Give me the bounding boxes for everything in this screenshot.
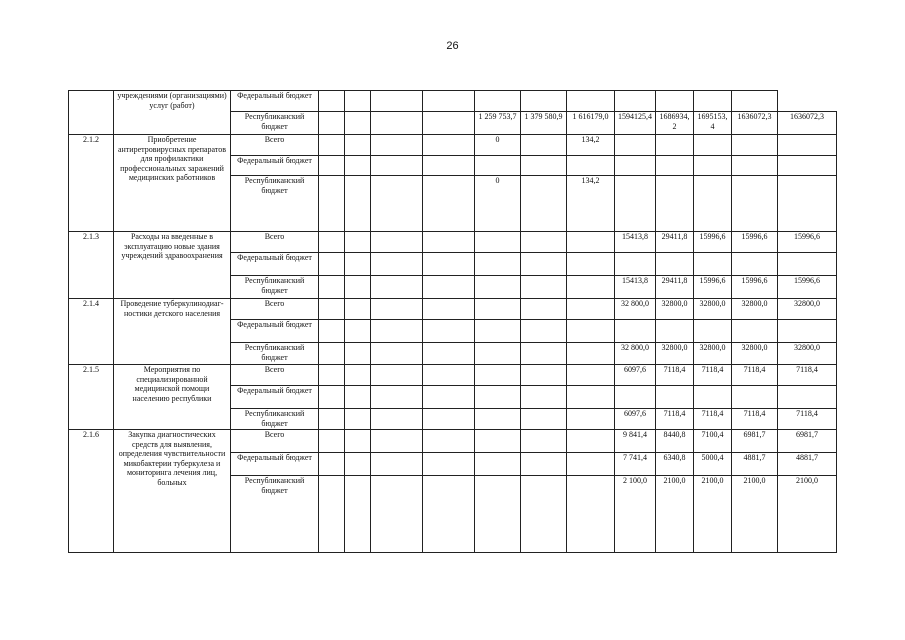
- value-cell: [345, 320, 371, 343]
- value-cell: [521, 232, 567, 253]
- table-row: [69, 430, 837, 453]
- value-cell: 15996,6: [778, 232, 837, 253]
- value-cell: 5000,4: [694, 453, 732, 476]
- value-cell: 7118,4: [656, 409, 694, 430]
- value-cell: [345, 476, 371, 553]
- value-cell: 6340,8: [656, 453, 694, 476]
- value-cell: [345, 430, 371, 453]
- value-cell: [694, 253, 732, 276]
- value-cell: [423, 320, 475, 343]
- value-cell: [694, 135, 732, 156]
- value-cell: 6981,7: [732, 430, 778, 453]
- value-cell: [345, 343, 371, 365]
- value-cell: [694, 386, 732, 409]
- value-cell: 7118,4: [732, 365, 778, 386]
- value-cell: [521, 430, 567, 453]
- value-cell: [345, 453, 371, 476]
- funding-source: Федеральный бюджет: [231, 91, 319, 112]
- row-number: 2.1.5: [69, 365, 114, 430]
- row-name: Закупка диагностических средств для выявления, определения чувствительности микобактерии туберкулеза и мониторинга лечения лиц, больных: [114, 430, 231, 553]
- value-cell: [371, 176, 423, 232]
- value-cell: [656, 91, 694, 112]
- value-cell: 32800,0: [694, 299, 732, 320]
- value-cell: 2100,0: [732, 476, 778, 553]
- value-cell: 7118,4: [694, 365, 732, 386]
- value-cell: [319, 343, 345, 365]
- value-cell: [423, 135, 475, 156]
- value-cell: [732, 386, 778, 409]
- value-cell: [732, 135, 778, 156]
- value-cell: 7100,4: [694, 430, 732, 453]
- value-cell: [475, 409, 521, 430]
- value-cell: 32800,0: [778, 299, 837, 320]
- value-cell: [521, 253, 567, 276]
- value-cell: [615, 91, 656, 112]
- value-cell: [732, 156, 778, 176]
- value-cell: 1695153,4: [694, 112, 732, 135]
- value-cell: [319, 409, 345, 430]
- value-cell: [656, 320, 694, 343]
- value-cell: [656, 156, 694, 176]
- value-cell: [371, 409, 423, 430]
- value-cell: 7 741,4: [615, 453, 656, 476]
- value-cell: 1 259 753,7: [475, 112, 521, 135]
- value-cell: 1 616179,0: [567, 112, 615, 135]
- value-cell: 1594125,4: [615, 112, 656, 135]
- budget-table: [68, 90, 837, 553]
- value-cell: [567, 343, 615, 365]
- row-number: 2.1.6: [69, 430, 114, 553]
- value-cell: [345, 176, 371, 232]
- value-cell: [732, 253, 778, 276]
- value-cell: [521, 365, 567, 386]
- value-cell: [319, 156, 345, 176]
- value-cell: [615, 156, 656, 176]
- value-cell: 29411,8: [656, 232, 694, 253]
- funding-source: Всего: [231, 430, 319, 453]
- value-cell: [319, 112, 345, 135]
- value-cell: 134,2: [567, 135, 615, 156]
- value-cell: [345, 365, 371, 386]
- value-cell: [345, 91, 371, 112]
- value-cell: [319, 176, 345, 232]
- value-cell: [732, 320, 778, 343]
- value-cell: [694, 156, 732, 176]
- value-cell: [521, 320, 567, 343]
- value-cell: [371, 253, 423, 276]
- funding-source: Федеральный бюджет: [231, 320, 319, 343]
- value-cell: [345, 156, 371, 176]
- value-cell: 9 841,4: [615, 430, 656, 453]
- value-cell: [778, 253, 837, 276]
- value-cell: 8440,8: [656, 430, 694, 453]
- value-cell: [521, 135, 567, 156]
- value-cell: [319, 365, 345, 386]
- value-cell: [521, 409, 567, 430]
- value-cell: [567, 476, 615, 553]
- value-cell: [475, 299, 521, 320]
- value-cell: [345, 386, 371, 409]
- value-cell: [371, 91, 423, 112]
- value-cell: 32800,0: [732, 343, 778, 365]
- value-cell: [567, 320, 615, 343]
- value-cell: 32 800,0: [615, 343, 656, 365]
- value-cell: [345, 112, 371, 135]
- value-cell: 2 100,0: [615, 476, 656, 553]
- value-cell: [567, 156, 615, 176]
- value-cell: 1 379 580,9: [521, 112, 567, 135]
- value-cell: 7118,4: [732, 409, 778, 430]
- value-cell: [319, 476, 345, 553]
- value-cell: [423, 299, 475, 320]
- value-cell: [656, 386, 694, 409]
- value-cell: [521, 156, 567, 176]
- value-cell: [371, 276, 423, 299]
- value-cell: [423, 386, 475, 409]
- row-name: Проведение туберкулинодиаг-ностики детского населения: [114, 299, 231, 365]
- value-cell: [475, 386, 521, 409]
- value-cell: 0: [475, 176, 521, 232]
- value-cell: [319, 232, 345, 253]
- value-cell: [371, 386, 423, 409]
- value-cell: [778, 156, 837, 176]
- value-cell: 1636072,3: [778, 112, 837, 135]
- value-cell: 4881,7: [778, 453, 837, 476]
- value-cell: [371, 365, 423, 386]
- row-number: 2.1.4: [69, 299, 114, 365]
- row-number: 2.1.3: [69, 232, 114, 299]
- value-cell: 32800,0: [694, 343, 732, 365]
- value-cell: [423, 365, 475, 386]
- table-row: [69, 91, 837, 112]
- value-cell: [319, 135, 345, 156]
- value-cell: 32800,0: [732, 299, 778, 320]
- value-cell: 15413,8: [615, 232, 656, 253]
- page-number: 26: [446, 40, 459, 52]
- value-cell: 2100,0: [778, 476, 837, 553]
- value-cell: [423, 253, 475, 276]
- value-cell: [656, 253, 694, 276]
- value-cell: [345, 276, 371, 299]
- value-cell: [521, 276, 567, 299]
- value-cell: 7118,4: [778, 409, 837, 430]
- value-cell: [475, 253, 521, 276]
- value-cell: [319, 430, 345, 453]
- value-cell: [521, 176, 567, 232]
- value-cell: [656, 176, 694, 232]
- table-row: [69, 232, 837, 253]
- value-cell: [319, 320, 345, 343]
- funding-source: Республиканский бюджет: [231, 409, 319, 430]
- value-cell: 15413,8: [615, 276, 656, 299]
- value-cell: [423, 453, 475, 476]
- value-cell: 7118,4: [778, 365, 837, 386]
- value-cell: 6097,6: [615, 409, 656, 430]
- value-cell: [319, 253, 345, 276]
- value-cell: [656, 135, 694, 156]
- value-cell: [694, 176, 732, 232]
- funding-source: Республиканский бюджет: [231, 176, 319, 232]
- value-cell: [371, 343, 423, 365]
- value-cell: [778, 386, 837, 409]
- value-cell: [345, 232, 371, 253]
- value-cell: [694, 91, 732, 112]
- value-cell: [521, 453, 567, 476]
- value-cell: [371, 320, 423, 343]
- value-cell: [371, 299, 423, 320]
- value-cell: [567, 453, 615, 476]
- value-cell: [521, 299, 567, 320]
- value-cell: [475, 430, 521, 453]
- value-cell: [319, 299, 345, 320]
- table-row: [69, 299, 837, 320]
- value-cell: [345, 253, 371, 276]
- value-cell: 32800,0: [656, 343, 694, 365]
- value-cell: 7118,4: [656, 365, 694, 386]
- value-cell: [615, 176, 656, 232]
- value-cell: [732, 91, 778, 112]
- value-cell: 15996,6: [732, 276, 778, 299]
- value-cell: 15996,6: [732, 232, 778, 253]
- funding-source: Федеральный бюджет: [231, 253, 319, 276]
- table-row: [69, 365, 837, 386]
- value-cell: [345, 409, 371, 430]
- value-cell: [319, 386, 345, 409]
- row-name: Мероприятия по специализированной медицинской помощи населению республики: [114, 365, 231, 430]
- value-cell: [371, 232, 423, 253]
- value-cell: [521, 476, 567, 553]
- value-cell: [567, 299, 615, 320]
- value-cell: [521, 343, 567, 365]
- value-cell: [778, 320, 837, 343]
- funding-source: Республиканский бюджет: [231, 276, 319, 299]
- value-cell: 2100,0: [656, 476, 694, 553]
- row-number: 2.1.2: [69, 135, 114, 232]
- funding-source: Федеральный бюджет: [231, 386, 319, 409]
- value-cell: [423, 176, 475, 232]
- value-cell: 15996,6: [694, 232, 732, 253]
- value-cell: [475, 232, 521, 253]
- value-cell: [694, 320, 732, 343]
- value-cell: [319, 91, 345, 112]
- value-cell: [371, 135, 423, 156]
- value-cell: [371, 453, 423, 476]
- value-cell: [521, 91, 567, 112]
- value-cell: [475, 156, 521, 176]
- value-cell: 7118,4: [694, 409, 732, 430]
- value-cell: 6097,6: [615, 365, 656, 386]
- funding-source: Федеральный бюджет: [231, 156, 319, 176]
- value-cell: 2100,0: [694, 476, 732, 553]
- value-cell: 15996,6: [778, 276, 837, 299]
- funding-source: Республиканский бюджет: [231, 343, 319, 365]
- table-row: [69, 135, 837, 156]
- funding-source: Республиканский бюджет: [231, 476, 319, 553]
- value-cell: [615, 253, 656, 276]
- value-cell: [615, 320, 656, 343]
- value-cell: [475, 320, 521, 343]
- value-cell: [371, 476, 423, 553]
- value-cell: 0: [475, 135, 521, 156]
- value-cell: [475, 91, 521, 112]
- value-cell: [567, 91, 615, 112]
- value-cell: [371, 112, 423, 135]
- value-cell: [567, 253, 615, 276]
- value-cell: [423, 112, 475, 135]
- value-cell: [567, 409, 615, 430]
- funding-source: Федеральный бюджет: [231, 453, 319, 476]
- value-cell: [567, 232, 615, 253]
- value-cell: [567, 386, 615, 409]
- value-cell: [567, 276, 615, 299]
- row-name: Расходы на введенные в эксплуатацию новые здания учреждений здравоохранения: [114, 232, 231, 299]
- row-number: [69, 91, 114, 135]
- value-cell: [423, 91, 475, 112]
- value-cell: [567, 430, 615, 453]
- value-cell: [732, 176, 778, 232]
- funding-source: Всего: [231, 365, 319, 386]
- funding-source: Всего: [231, 232, 319, 253]
- value-cell: [778, 135, 837, 156]
- row-name: Приобретение антиретровирусных препаратов для профилактики профессиональных заражений медицинских работников: [114, 135, 231, 232]
- value-cell: 32800,0: [656, 299, 694, 320]
- value-cell: [423, 476, 475, 553]
- value-cell: 15996,6: [694, 276, 732, 299]
- value-cell: 32 800,0: [615, 299, 656, 320]
- value-cell: [371, 430, 423, 453]
- value-cell: [615, 135, 656, 156]
- value-cell: [345, 135, 371, 156]
- value-cell: 29411,8: [656, 276, 694, 299]
- value-cell: [475, 453, 521, 476]
- value-cell: [423, 232, 475, 253]
- funding-source: Республиканский бюджет: [231, 112, 319, 135]
- funding-source: Всего: [231, 135, 319, 156]
- value-cell: [475, 343, 521, 365]
- value-cell: [319, 276, 345, 299]
- value-cell: [371, 156, 423, 176]
- value-cell: [319, 453, 345, 476]
- value-cell: 32800,0: [778, 343, 837, 365]
- value-cell: [475, 476, 521, 553]
- value-cell: [615, 386, 656, 409]
- value-cell: [521, 386, 567, 409]
- value-cell: [423, 276, 475, 299]
- value-cell: 1636072,3: [732, 112, 778, 135]
- value-cell: 1686934,2: [656, 112, 694, 135]
- value-cell: [475, 365, 521, 386]
- value-cell: [423, 156, 475, 176]
- value-cell: [423, 430, 475, 453]
- value-cell: [778, 176, 837, 232]
- value-cell: [475, 276, 521, 299]
- value-cell: [423, 343, 475, 365]
- value-cell: [567, 365, 615, 386]
- funding-source: Всего: [231, 299, 319, 320]
- value-cell: 134,2: [567, 176, 615, 232]
- row-name: учреждениями (организациями) услуг (работ): [114, 91, 231, 135]
- value-cell: 4881,7: [732, 453, 778, 476]
- value-cell: [423, 409, 475, 430]
- value-cell: [345, 299, 371, 320]
- value-cell: 6981,7: [778, 430, 837, 453]
